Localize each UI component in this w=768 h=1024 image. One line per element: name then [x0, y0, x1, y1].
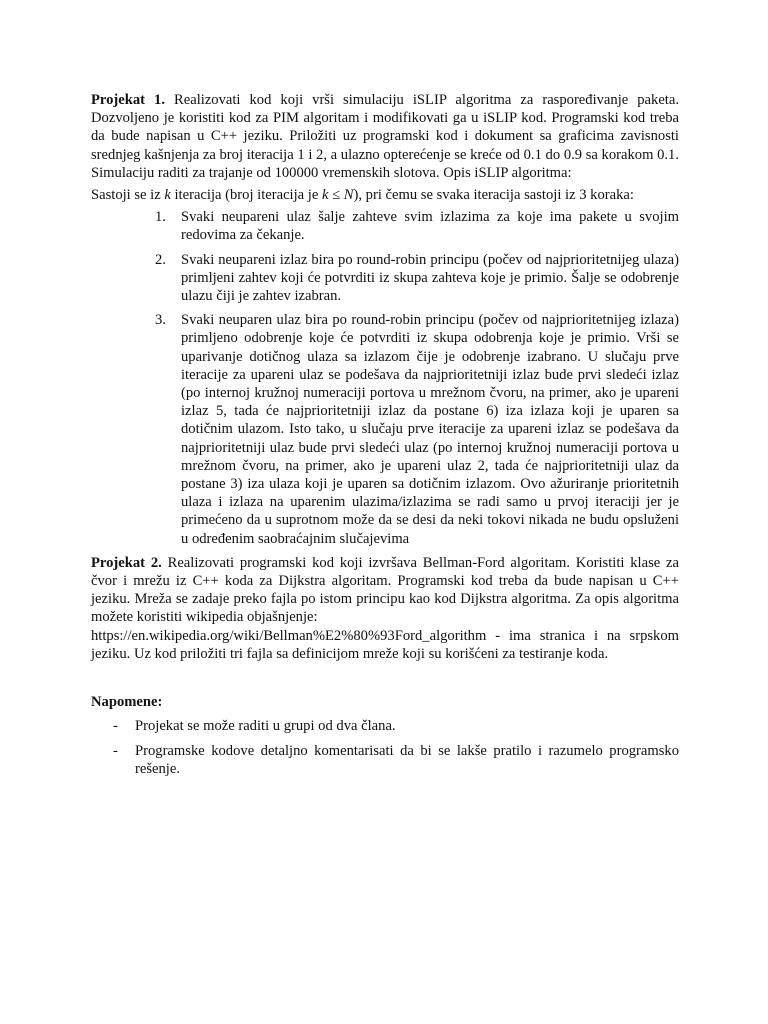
intro-text-end: ), pri čemu se svaka iteracija sastoji iz 3 koraka: — [353, 187, 634, 204]
project-1-title: Projekat 1. — [91, 92, 166, 108]
list-item — [91, 208, 679, 244]
step-number: 1. — [155, 209, 166, 226]
list-item — [91, 251, 679, 306]
intro-k-le-n: k ≤ N — [321, 187, 354, 204]
list-item — [91, 717, 679, 735]
note-text: Projekat se može raditi u grupi od dva člana. — [135, 718, 396, 735]
project-2-text-after-link: - ima stranica i na srpskom jeziku. Uz kod priložiti tri fajla sa definicijom mreže koji su korišćeni za testiranje koda. — [91, 627, 679, 662]
step-text: Svaki neupareni ulaz šalje zahteve svim izlazima za koje ima pakete u svojim redovima za čekanje. — [181, 209, 679, 244]
step-text: Svaki neupareni izlaz bira po round-robin principu (počev od najprioritetnijeg ulaza) primljeni zahtev koji će potvrditi iz skupa zahteva koje je primio. Šalje se odobrenje ulazu čiji je zahtev izabran. — [181, 251, 679, 305]
list-item — [91, 742, 679, 778]
intro-text-middle: iteracija (broj iteracija je — [170, 187, 322, 204]
project-1-text: Realizovati kod koji vrši simulaciju iSLIP algoritma za raspoređivanje paketa. Dozvoljeno je koristiti kod za PIM algoritam i modifikovati ga u iSLIP kod. Programski kod treba da bude napisan u C++ jeziku. Priložiti uz programski kod i dokument sa graficima zavisnosti srednjeg kašnjenja za broj iteracija 1 i 2, a ulazno opterećenje se kreće od 0.1 do 0.9 sa korakom 0.1. Simulaciju raditi za trajanje od 100000 vremenskih slotova. Opis iSLIP algoritma: — [91, 92, 679, 181]
bullet-dash: - — [113, 742, 118, 759]
wikipedia-link[interactable]: https://en.wikipedia.org/wiki/Bellman%E2%80%93Ford_algorithm — [91, 627, 487, 644]
intro-text-start: Sastoji se iz — [91, 187, 165, 204]
step-number: 3. — [155, 312, 166, 329]
iteration-intro — [91, 186, 679, 204]
project-2-text: Realizovati programski kod koji izvršava Bellman-Ford algoritam. Koristiti klase za čvor i mrežu iz C++ koda za Dijkstra algoritam. Programski kod treba da bude napisan u C++ jeziku. Mreža se zadaje preko fajla po istom principu kao kod Dijkstra algoritma. Za opis algoritma možete koristiti wikipedia objašnjenje: — [91, 554, 679, 626]
notes-heading: Napomene: — [91, 694, 163, 711]
algorithm-steps-list — [91, 208, 679, 548]
notes-list — [91, 717, 679, 778]
document-body — [91, 91, 679, 784]
note-text: Programske kodove detaljno komentarisati da bi se lakše pratilo i razumelo programsko rešenje. — [135, 742, 679, 777]
project-2-title: Projekat 2. — [91, 554, 162, 571]
bullet-dash: - — [113, 718, 118, 735]
project-1-paragraph — [91, 91, 679, 182]
step-text: Svaki neuparen ulaz bira po round-robin principu (počev od najprioritetnijeg izlaza) primljeno odobrenje koje će potvrditi iz skupa odobrenja koje je primio. Vrši se uparivanje dotičnog ulaza sa izlazom čije je odobrenje izabrano. U slučaju prve iteracije za upareni ulaz se podešava da najprioritetniji izlaz bude prvi sledeći izlaz (po internoj kružnoj numeraciji portova u mrežnom čvoru, na primer, ako je upareni izlaz 5, tada će najprioritetniji izlaz da postane 6) iza izlaza koji je uparen sa dotičnim ulazom. Isto tako, u slučaju prve iteracije za upareni izlaz se podešava da najprioritetniji ulaz bude prvi sledeći ulaz (po internoj kružnoj numeraciji portova u mrežnom čvoru, na primer, ako je upareni ulaz 2, tada će najprioritetniji ulaz da postane 3) iza ulaza koji je uparen sa dotičnim izlazom. Ovo ažuriranje prioritetnih ulaza i izlaza na uparenim ulazima/izlazima se radi samo u prvoj iteraciji jer je primećeno da u suprotnom može da se desi da neki tokovi nikada ne budu opsluženi u određenim saobraćajnim slučajevima — [181, 312, 679, 547]
intro-k: k — [164, 187, 171, 204]
list-item — [91, 311, 679, 548]
step-number: 2. — [155, 251, 166, 268]
project-2-paragraph — [91, 554, 679, 663]
